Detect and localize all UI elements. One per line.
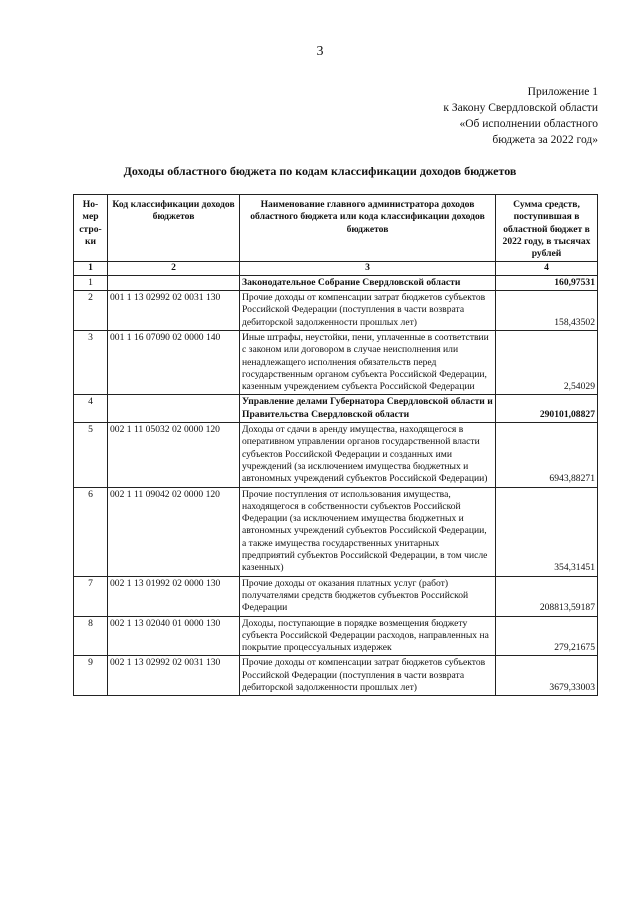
- revenue-name: Доходы от сдачи в аренду имущества, находящегося в оперативном управлении органов государственной власти субъектов Российской Федерации и созданных ими учреждений (за исключением имущества бюджетных и автономных учреждений субъектов Российской Федерации): [240, 423, 496, 487]
- revenue-name: Доходы, поступающие в порядке возмещения бюджету субъекта Российской Федерации расходов, направленных на покрытие процессуальных издержек: [240, 616, 496, 656]
- revenue-name: Законодательное Собрание Свердловской области: [240, 275, 496, 290]
- table-header-row: [74, 195, 598, 262]
- revenue-name: Иные штрафы, неустойки, пени, уплаченные в соответствии с законом или договором в случае неисполнения или ненадлежащего исполнения обязательств перед государственным органом субъекта Российской Федерации, казенным учреждением субъекта Российской Федерации: [240, 330, 496, 394]
- column-number: 3: [240, 262, 496, 275]
- amount-value: 160,97531: [496, 275, 598, 290]
- column-number: 2: [108, 262, 240, 275]
- row-number: 6: [74, 487, 108, 576]
- classification-code: 002 1 11 05032 02 0000 120: [108, 423, 240, 487]
- table-row: [74, 395, 598, 423]
- appendix-line-3: «Об исполнении областного: [459, 118, 598, 130]
- revenue-name: Прочие доходы от оказания платных услуг (работ) получателями средств бюджетов субъектов Российской Федерации: [240, 576, 496, 616]
- page-number: 3: [316, 44, 324, 59]
- header-amount: Сумма средств, поступившая в областной бюджет в 2022 году, в тысячах рублей: [496, 195, 598, 262]
- row-number: 9: [74, 656, 108, 696]
- revenue-table: [73, 194, 598, 696]
- amount-value: 290101,08827: [496, 395, 598, 423]
- classification-code: [108, 275, 240, 290]
- classification-code: 002 1 13 02992 02 0031 130: [108, 656, 240, 696]
- revenue-name: Прочие поступления от использования имущества, находящегося в собственности субъектов Российской Федерации (за исключением имущества бюджетных и автономных учреждений субъектов Российской Федерации, а также имущества государственных унитарных предприятий субъектов Российской Федерации, в том числе казенных): [240, 487, 496, 576]
- amount-value: 208813,59187: [496, 576, 598, 616]
- table-row: [74, 330, 598, 394]
- row-number: 8: [74, 616, 108, 656]
- appendix-line-1: Приложение 1: [527, 86, 598, 98]
- table-row: [74, 487, 598, 576]
- classification-code: 002 1 11 09042 02 0000 120: [108, 487, 240, 576]
- table-row: [74, 576, 598, 616]
- column-number: 4: [496, 262, 598, 275]
- amount-value: 6943,88271: [496, 423, 598, 487]
- column-number: 1: [74, 262, 108, 275]
- row-number: 2: [74, 291, 108, 331]
- amount-value: 2,54029: [496, 330, 598, 394]
- column-number-row: [74, 262, 598, 275]
- classification-code: 002 1 13 02040 01 0000 130: [108, 616, 240, 656]
- classification-code: 001 1 16 07090 02 0000 140: [108, 330, 240, 394]
- table-body: [74, 275, 598, 696]
- table-row: [74, 275, 598, 290]
- document-title: Доходы областного бюджета по кодам классификации доходов бюджетов: [123, 164, 517, 178]
- row-number: 5: [74, 423, 108, 487]
- header-row-number: Но-мер стро-ки: [74, 195, 108, 262]
- classification-code: 002 1 13 01992 02 0000 130: [108, 576, 240, 616]
- row-number: 1: [74, 275, 108, 290]
- table-row: [74, 291, 598, 331]
- header-code: Код классификации доходов бюджетов: [108, 195, 240, 262]
- row-number: 4: [74, 395, 108, 423]
- row-number: 3: [74, 330, 108, 394]
- revenue-name: Управление делами Губернатора Свердловской области и Правительства Свердловской области: [240, 395, 496, 423]
- amount-value: 279,21675: [496, 616, 598, 656]
- revenue-name: Прочие доходы от компенсации затрат бюджетов субъектов Российской Федерации (поступления в части возврата дебиторской задолженности прошлых лет): [240, 291, 496, 331]
- classification-code: 001 1 13 02992 02 0031 130: [108, 291, 240, 331]
- appendix-note: [443, 84, 598, 148]
- header-name: Наименование главного администратора доходов областного бюджета или кода классификации доходов бюджетов: [240, 195, 496, 262]
- appendix-line-2: к Закону Свердловской области: [443, 102, 598, 114]
- table-row: [74, 656, 598, 696]
- table-row: [74, 616, 598, 656]
- amount-value: 3679,33003: [496, 656, 598, 696]
- table-row: [74, 423, 598, 487]
- classification-code: [108, 395, 240, 423]
- amount-value: 158,43502: [496, 291, 598, 331]
- amount-value: 354,31451: [496, 487, 598, 576]
- row-number: 7: [74, 576, 108, 616]
- appendix-line-4: бюджета за 2022 год»: [492, 134, 598, 146]
- revenue-name: Прочие доходы от компенсации затрат бюджетов субъектов Российской Федерации (поступления в части возврата дебиторской задолженности прошлых лет): [240, 656, 496, 696]
